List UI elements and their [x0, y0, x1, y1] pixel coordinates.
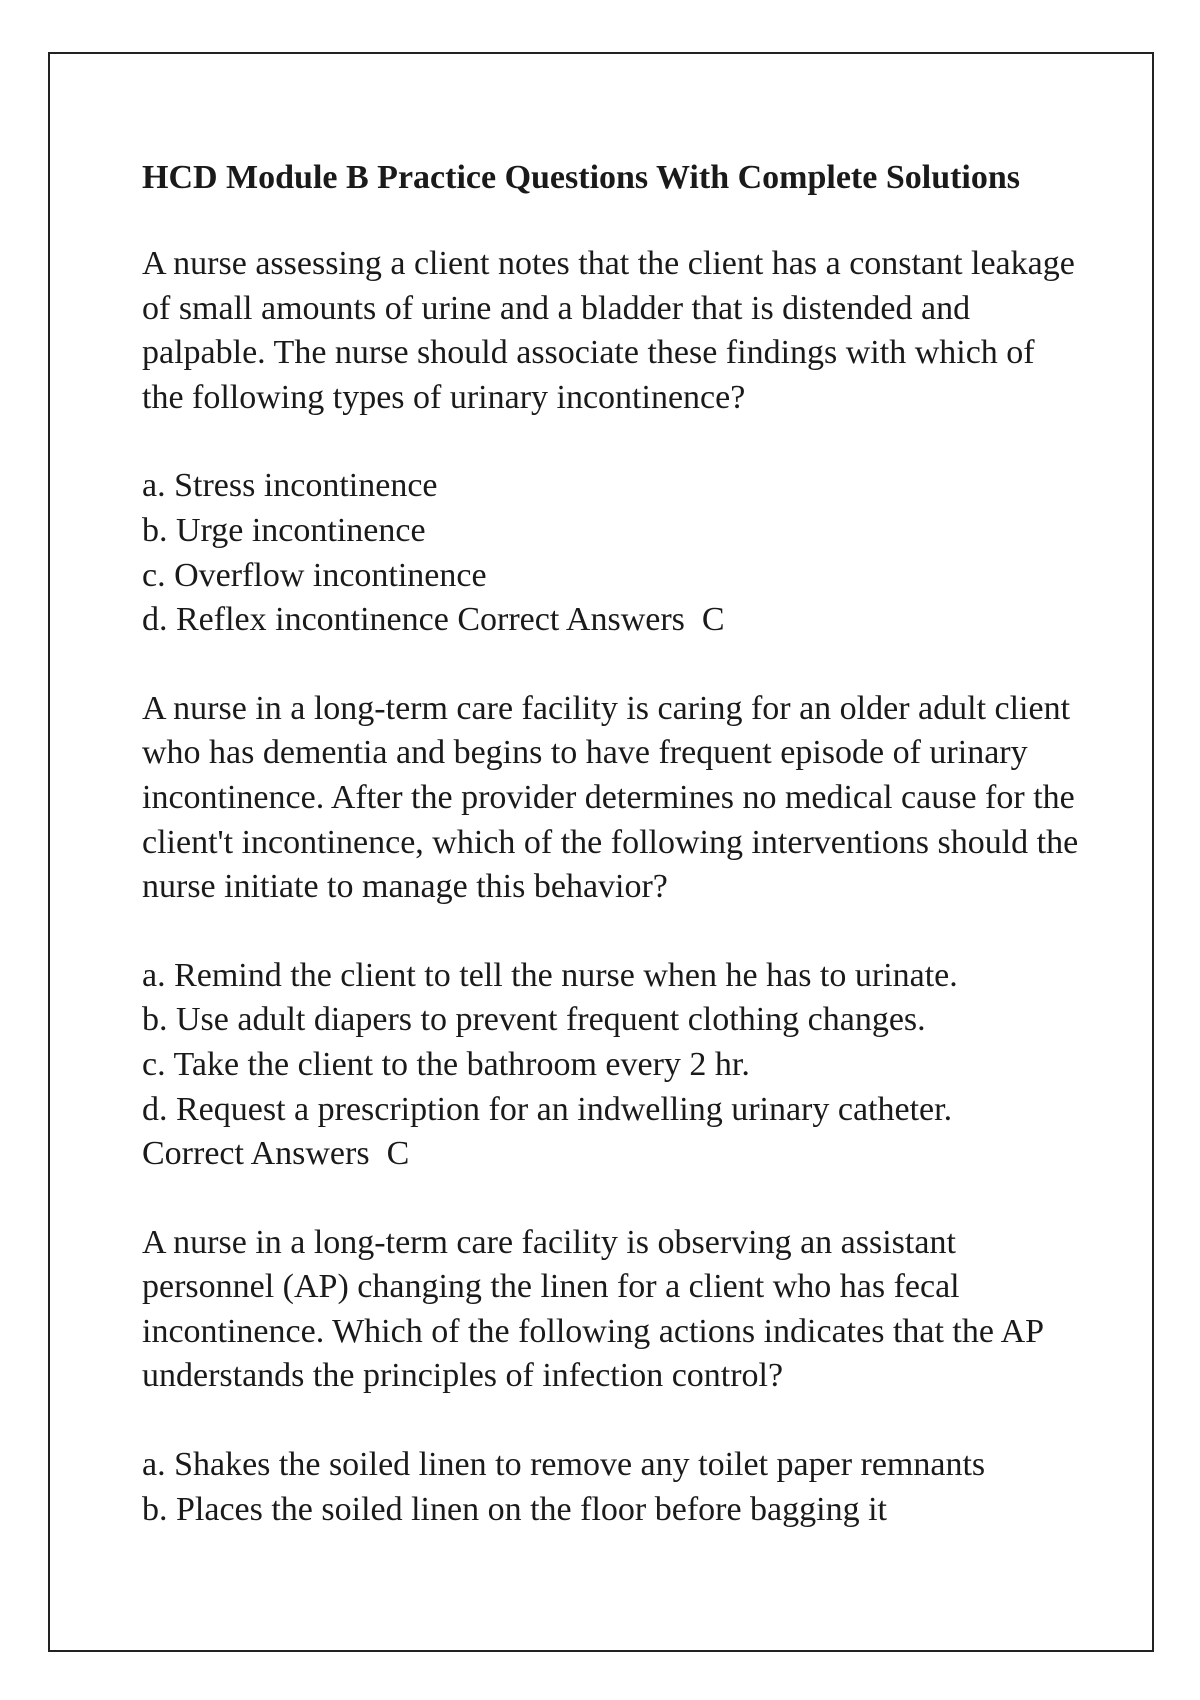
- correct-answer: [142, 1132, 1082, 1177]
- correct-answer-label: Correct Answers: [457, 601, 685, 639]
- answer-options: [142, 464, 1082, 642]
- question-2: [142, 687, 1082, 1177]
- document-title: HCD Module B Practice Questions With Complete Solutions: [142, 159, 1021, 196]
- correct-answer-value: C: [386, 1135, 410, 1173]
- question-text: A nurse assessing a client notes that the client has a constant leakage of small amounts of urine and a bladder that is distended and palpable. The nurse should associate these findings with which of the following types of urinary incontinence?: [142, 245, 1075, 416]
- question-1: [142, 242, 1082, 643]
- option-c: c. Overflow incontinence: [142, 556, 487, 594]
- correct-answer-value: C: [701, 601, 725, 639]
- correct-answer: [457, 601, 724, 638]
- question-text: A nurse in a long-term care facility is observing an assistant personnel (AP) changing the linen for a client who has fecal incontinence. Which of the following actions indicates that the AP understands the principles of infection control?: [142, 1223, 1043, 1395]
- option-b: b. Use adult diapers to prevent frequent clothing changes.: [142, 1001, 926, 1039]
- answer-options: [142, 1443, 1082, 1532]
- option-a: a. Stress incontinence: [142, 467, 438, 505]
- option-b: b. Urge incontinence: [142, 511, 426, 549]
- option-d: d. Request a prescription for an indwelling urinary catheter.: [142, 1090, 953, 1128]
- option-d: d. Reflex incontinence: [142, 601, 449, 639]
- question-3: [142, 1221, 1082, 1533]
- correct-answer-label: Correct Answers: [142, 1135, 370, 1173]
- option-c: c. Take the client to the bathroom every 2 hr.: [142, 1045, 750, 1083]
- question-text: A nurse in a long-term care facility is caring for an older adult client who has dementia and begins to have frequent episode of urinary incontinence. After the provider determines no medical cause for the client't incontinence, which of the following interventions should the nurse initiate to manage this behavior?: [142, 689, 1079, 906]
- option-a: a. Remind the client to tell the nurse when he has to urinate.: [142, 956, 958, 994]
- answer-options: [142, 954, 1082, 1177]
- document-body: [142, 152, 1082, 1576]
- option-d-with-answer: [142, 598, 1082, 643]
- option-b: b. Places the soiled linen on the floor before bagging it: [142, 1490, 887, 1528]
- option-a: a. Shakes the soiled linen to remove any toilet paper remnants: [142, 1446, 986, 1484]
